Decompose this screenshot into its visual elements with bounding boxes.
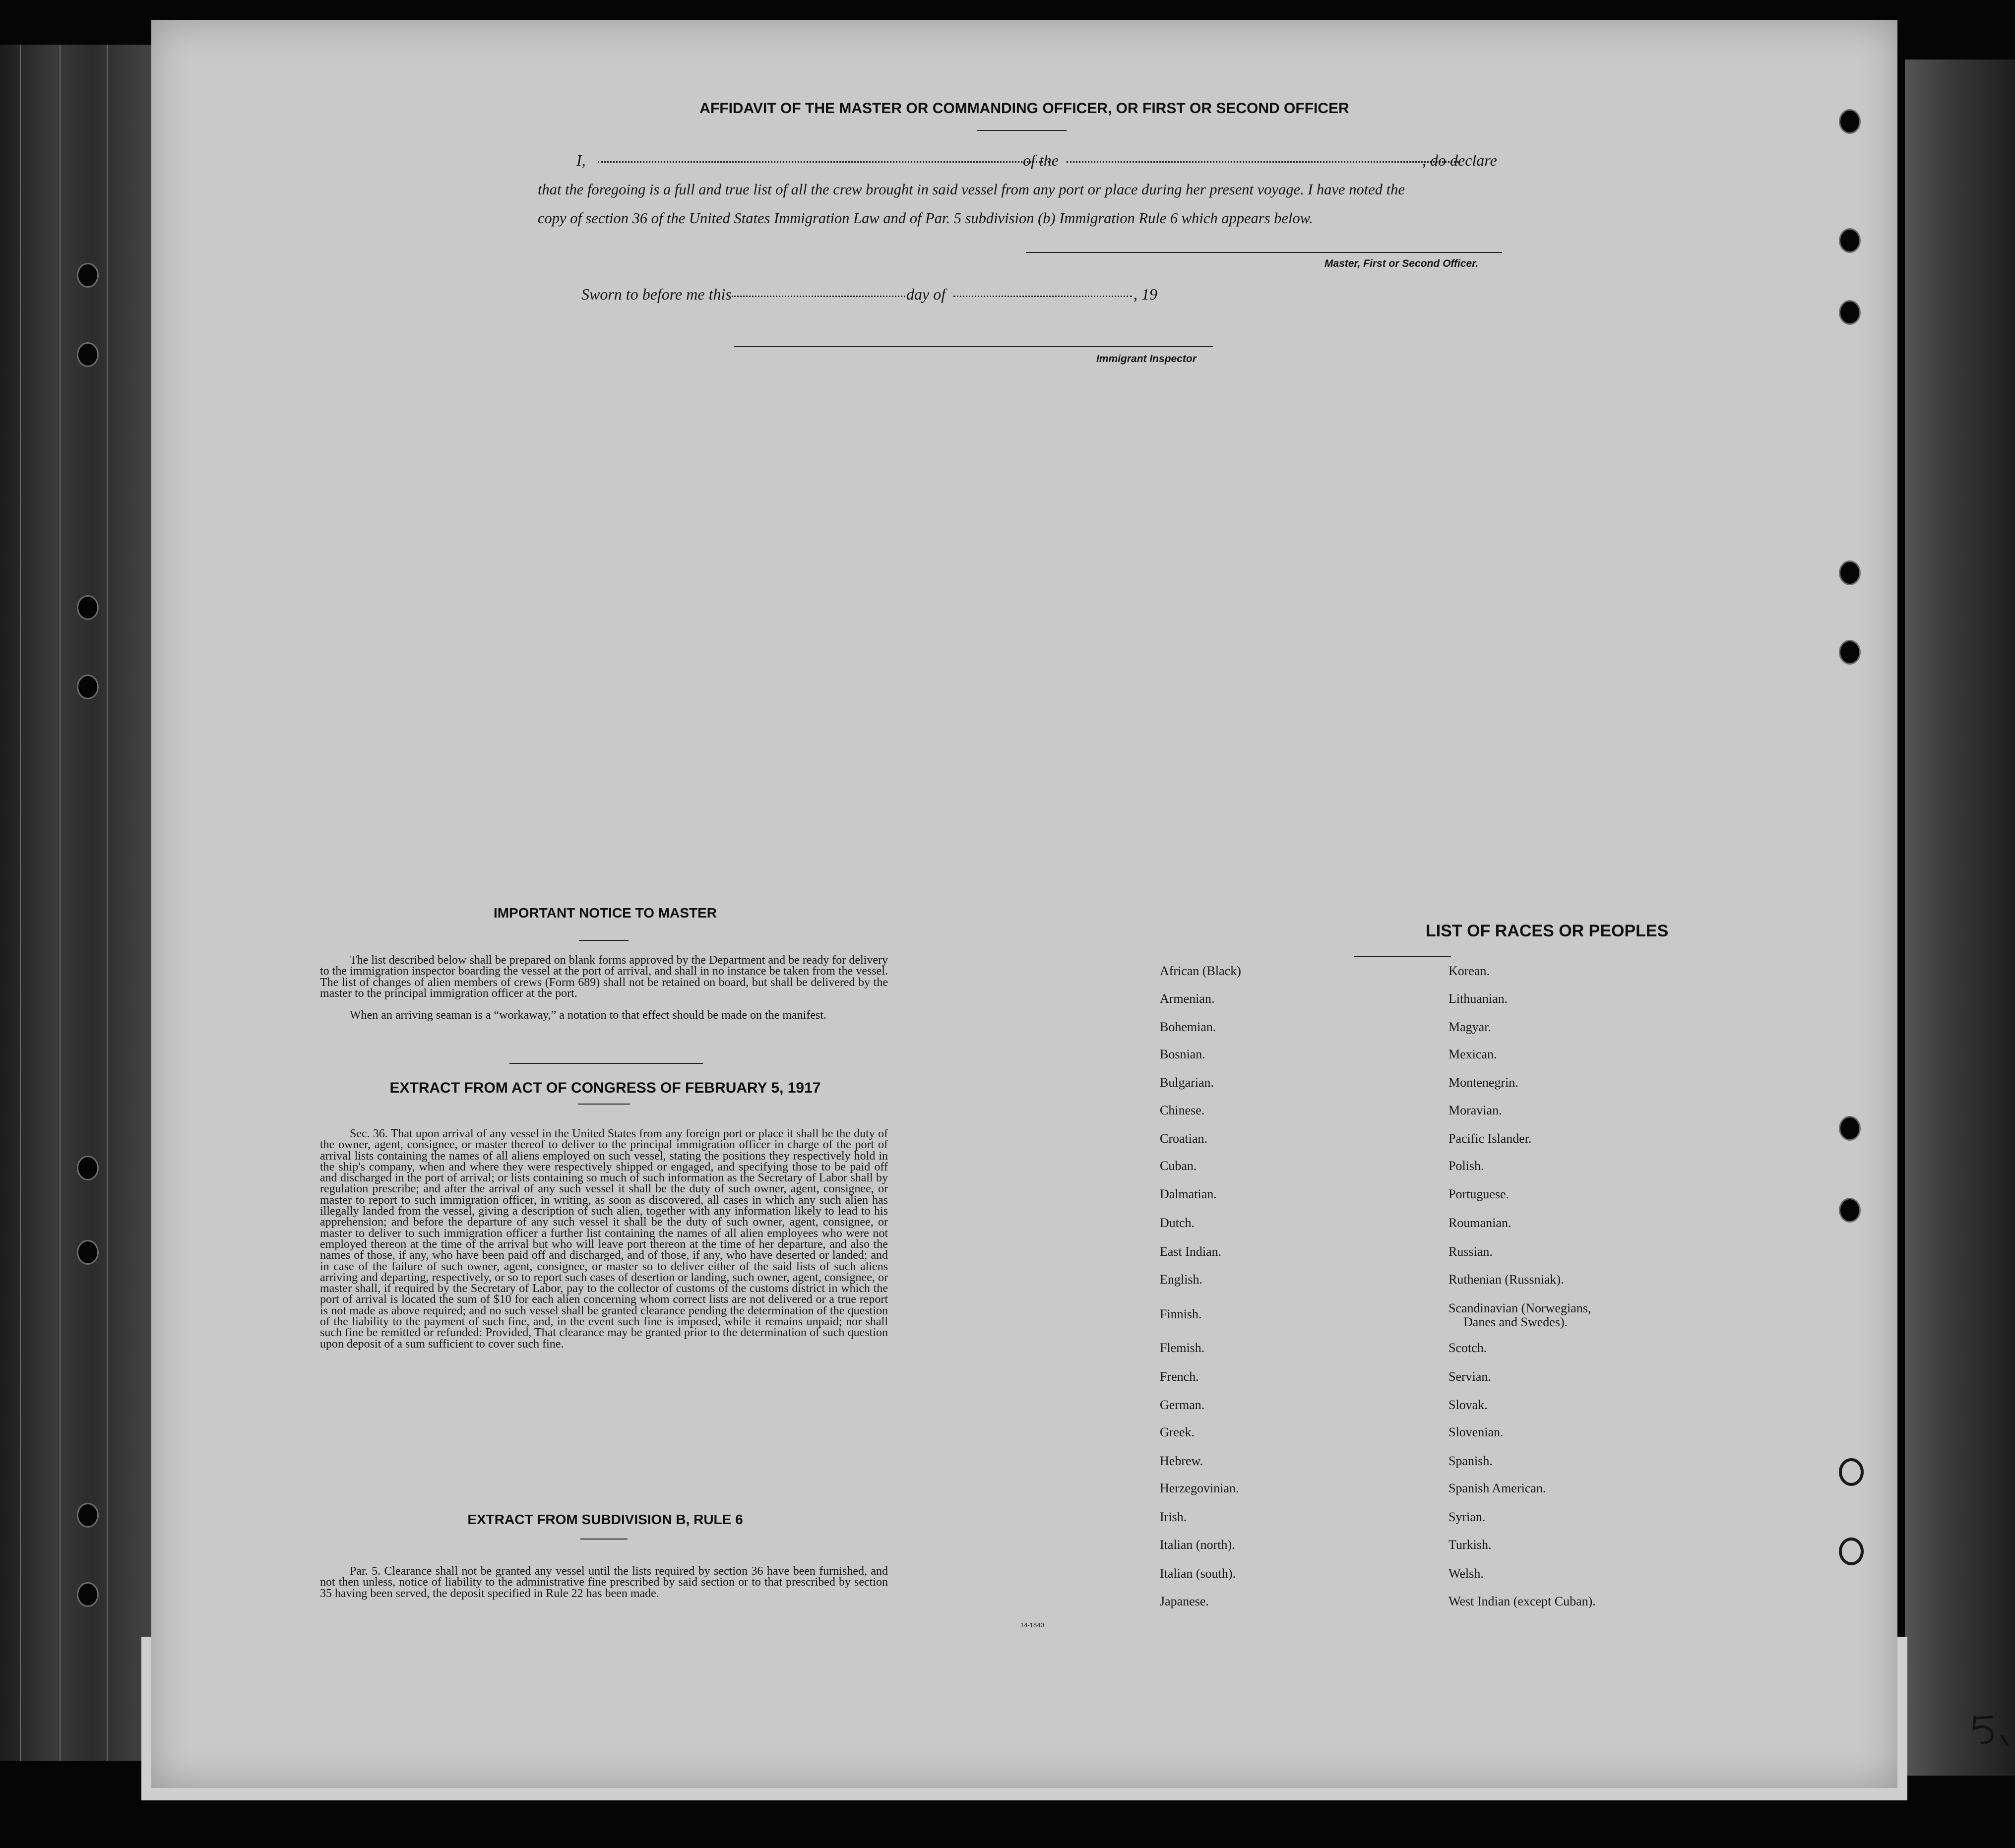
race-list-item: Greek. xyxy=(1160,1425,1195,1439)
binder-hole xyxy=(77,1156,99,1180)
affidavit-title: AFFIDAVIT OF THE MASTER OR COMMANDING OFFICER, OR FIRST OR SECOND OFFICER xyxy=(699,100,1349,117)
race-list-item: Hebrew. xyxy=(1160,1454,1203,1468)
race-list-item: Bulgarian. xyxy=(1160,1075,1214,1090)
race-list-item: Finnish. xyxy=(1160,1307,1202,1321)
notice-paragraph-1: The list described below shall be prepared on blank forms approved by the Department and be ready for delivery to the immigration inspector boarding the vessel at the port of arrival, and shall in no instance be taken from the vessel. The list of changes of alien members of crews (Form 689) shall not be retained on board, but shall be delivered by the master to the principal immigration officer at the port. xyxy=(320,954,888,1000)
race-list-item: Cuban. xyxy=(1160,1159,1197,1173)
sworn-label: Sworn to before me this xyxy=(581,285,732,303)
race-list-item: Mexican. xyxy=(1448,1047,1497,1061)
form-number: 14-1840 xyxy=(1020,1621,1044,1629)
vessel-blank xyxy=(1067,161,1458,163)
race-list-item: Spanish. xyxy=(1448,1454,1493,1468)
binder-hole xyxy=(77,263,99,288)
binder-hole xyxy=(1839,300,1861,325)
race-list-item: Croatian. xyxy=(1160,1131,1208,1146)
race-list-item: Syrian. xyxy=(1448,1510,1486,1524)
race-list-item: Bohemian. xyxy=(1160,1020,1216,1034)
binder-hole xyxy=(1839,228,1861,253)
race-list-item: Scotch. xyxy=(1448,1341,1487,1355)
race-list-item: Italian (south). xyxy=(1160,1566,1236,1581)
race-list-item: Dalmatian. xyxy=(1160,1187,1217,1201)
race-list-item: Moravian. xyxy=(1448,1103,1502,1117)
race-list-item: Turkish. xyxy=(1448,1538,1492,1552)
race-list-item: East Indian. xyxy=(1160,1244,1222,1259)
race-list-item: Danes and Swedes). xyxy=(1463,1315,1568,1329)
inspector-label: Immigrant Inspector xyxy=(1096,353,1196,365)
race-list-item: Japanese. xyxy=(1160,1594,1209,1608)
race-list-item: Pacific Islander. xyxy=(1448,1131,1532,1146)
race-list-item: Servian. xyxy=(1448,1369,1491,1384)
notice-end-divider xyxy=(509,1063,703,1064)
handwritten-page-number xyxy=(1971,1712,2011,1747)
race-list-item: Roumanian. xyxy=(1448,1216,1511,1230)
race-list-item: Lithuanian. xyxy=(1448,991,1508,1006)
race-list-item: Ruthenian (Russniak). xyxy=(1448,1272,1564,1287)
affidavit-line-2: that the foregoing is a full and true list of all the crew brought in said vessel from any port or place during her present voyage. I have noted the xyxy=(538,181,1405,198)
race-list-item: Polish. xyxy=(1448,1159,1484,1173)
affidavit-of-the-label: of the xyxy=(1023,151,1059,169)
binder-hole xyxy=(1839,1458,1864,1486)
race-list-item: Herzegovinian. xyxy=(1160,1481,1239,1495)
race-list-item: Scandinavian (Norwegians, xyxy=(1448,1301,1591,1315)
act-extract-title: EXTRACT FROM ACT OF CONGRESS OF FEBRUARY 5, 1917 xyxy=(389,1080,821,1096)
act-divider xyxy=(578,1104,630,1105)
inspector-signature-line xyxy=(734,346,1213,347)
manifest-back-page xyxy=(151,20,1897,1788)
master-signature-line xyxy=(1026,252,1502,253)
race-list-item: Portuguese. xyxy=(1448,1187,1510,1201)
race-list-item: Slovak. xyxy=(1448,1398,1488,1412)
sworn-month-blank xyxy=(953,296,1132,297)
affidavit-i-label: I, xyxy=(576,151,586,169)
race-list-item: French. xyxy=(1160,1369,1199,1384)
rule-par-5-text: Par. 5. Clearance shall not be granted any vessel until the lists required by section 36 have been furnished, and not then unless, notice of liability to the administrative fine prescribed by said section or to that prescribed by section 35 having been served, the deposit specified in Rule 22 has been made. xyxy=(320,1565,888,1600)
sworn-day-blank xyxy=(732,296,905,297)
races-divider xyxy=(1354,956,1451,957)
race-list-item: African (Black) xyxy=(1160,964,1241,978)
binder-hole xyxy=(1839,1116,1861,1141)
binder-hole xyxy=(1839,1538,1864,1565)
race-list-item: Spanish American. xyxy=(1448,1481,1546,1495)
rule-extract-title: EXTRACT FROM SUBDIVISION B, RULE 6 xyxy=(467,1512,743,1527)
race-list-item: Dutch. xyxy=(1160,1216,1195,1230)
notice-divider xyxy=(579,940,629,941)
races-title: LIST OF RACES OR PEOPLES xyxy=(1426,922,1669,940)
race-list-item: Chinese. xyxy=(1160,1103,1205,1117)
name-blank xyxy=(598,161,1049,163)
notice-paragraph-2: When an arriving seaman is a “workaway,” a notation to that effect should be made on the manifest. xyxy=(350,1009,826,1022)
race-list-item: German. xyxy=(1160,1398,1205,1412)
binder-hole xyxy=(77,675,99,699)
act-section-36-text: Sec. 36. That upon arrival of any vessel in the United States from any foreign port or place it shall be the duty of the owner, agent, consignee, or master thereof to deliver to the principal immigration officer in charge of the port of arrival lists containing the names of all aliens employed on such vessel, stating the positions they respectively hold in the ship's company, when and where they were respectively shipped or engaged, and specifying those to be paid off and discharged in the port of arrival; or lists containing so much of such information as the Secretary of Labor shall by regulation prescribe; and after the arrival of any such vessel it shall be the duty of such owner, agent, consignee, or master to report to such immigration officer, in writing, as soon as discovered, all cases in which any such alien has illegally landed from the vessel, giving a description of such alien, together with any information likely to lead to his apprehension; and before the departure of any such vessel it shall be the duty of such owner, agent, consignee, or master to deliver to such immigration officer a further list containing the names of all alien employees who were not employed thereon at the time of the arrival but who will leave port thereon at the time of her departure, and also the names of those, if any, who have been paid off and discharged, and of those, if any, who have deserted or landed; and in case of the failure of such owner, agent, consignee, or master so to deliver either of the said lists of such aliens arriving and departing, respectively, or so to report such cases of desertion or landing, such owner, agent, consignee, or master shall, if required by the Secretary of Labor, pay to the collector of customs of the customs district in which the port of arrival is located the sum of $10 for each alien concerning whom correct lists are not delivered or a true report is not made as above required; and no such vessel shall be granted clearance pending the determination of the question of the liability to the payment of such fine, and, in the event such fine is imposed, while it remains unpaid; nor shall such fine be remitted or refunded: Provided, That clearance may be granted prior to the determination of such question upon deposit of a sum sufficient to cover such fine. xyxy=(320,1127,888,1351)
day-of-label: day of xyxy=(906,285,946,303)
race-list-item: Montenegrin. xyxy=(1448,1075,1518,1090)
master-signature-label: Master, First or Second Officer. xyxy=(1324,258,1479,269)
race-list-item: Magyar. xyxy=(1448,1020,1491,1034)
binder-edge-right xyxy=(1905,60,2015,1776)
title-divider xyxy=(977,130,1067,131)
race-list-item: English. xyxy=(1160,1272,1202,1287)
race-list-item: West Indian (except Cuban). xyxy=(1448,1594,1596,1608)
affidavit-do-declare: , do declare xyxy=(1422,151,1497,169)
rule-divider xyxy=(580,1539,628,1540)
race-list-item: Armenian. xyxy=(1160,991,1215,1006)
race-list-item: Russian. xyxy=(1448,1244,1493,1259)
race-list-item: Irish. xyxy=(1160,1510,1187,1524)
binder-hole xyxy=(77,1240,99,1265)
binder-hole xyxy=(1839,560,1861,585)
binder-hole xyxy=(77,1582,99,1607)
binder-hole xyxy=(77,342,99,367)
race-list-item: Bosnian. xyxy=(1160,1047,1205,1061)
binder-hole xyxy=(77,595,99,620)
binder-hole xyxy=(77,1503,99,1528)
race-list-item: Flemish. xyxy=(1160,1341,1205,1355)
binder-hole xyxy=(1839,1198,1861,1223)
race-list-item: Welsh. xyxy=(1448,1566,1484,1581)
binder-hole xyxy=(1839,640,1861,665)
race-list-item: Korean. xyxy=(1448,964,1490,978)
binder-edge-left xyxy=(0,45,154,1761)
year-label: , 19 xyxy=(1133,285,1157,303)
race-list-item: Italian (north). xyxy=(1160,1538,1235,1552)
notice-title: IMPORTANT NOTICE TO MASTER xyxy=(493,905,717,921)
affidavit-line-3: copy of section 36 of the United States Immigration Law and of Par. 5 subdivision (b) Immigration Rule 6 which appears below. xyxy=(538,210,1313,227)
race-list-item: Slovenian. xyxy=(1448,1425,1504,1439)
